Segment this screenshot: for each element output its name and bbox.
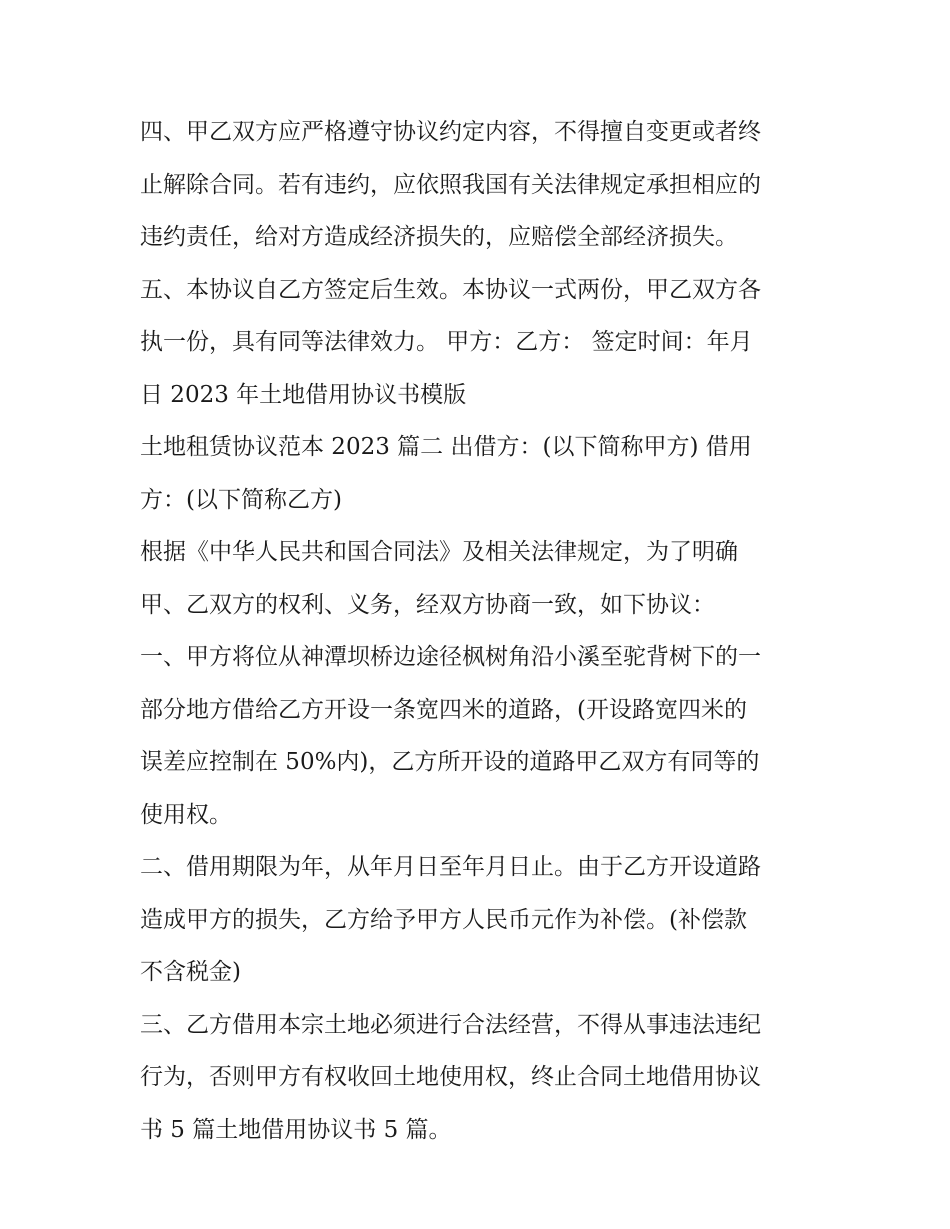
text-line: 行为，否则甲方有权收回土地使用权，终止合同土地借用协议 (140, 1064, 761, 1090)
text-line: 土地租赁协议范本 2023 篇二 出借方：(以下简称甲方) 借用 (140, 434, 752, 460)
text-line: 执一份，具有同等法律效力。 甲方：乙方： 签定时间：年月 (140, 329, 753, 355)
text-line: 二、借用期限为年，从年月日至年月日止。由于乙方开设道路 (140, 854, 761, 880)
document-page (140, 106, 820, 1156)
text-line: 甲、乙双方的权利、义务，经双方协商一致，如下协议： (140, 591, 715, 618)
text-line: 误差应控制在 50%内)，乙方所开设的道路甲乙双方有同等的 (140, 749, 760, 775)
text-line: 五、本协议自乙方签定后生效。本协议一式两份，甲乙双方各 (140, 276, 761, 303)
text-line: 止解除合同。若有违约，应依照我国有关法律规定承担相应的 (140, 171, 761, 198)
text-line: 三、乙方借用本宗土地必须进行合法经营，不得从事违法违纪 (140, 1011, 761, 1038)
text-line: 一、甲方将位从神潭坝桥边途径枫树角沿小溪至驼背树下的一 (140, 644, 761, 670)
text-line: 日 2023 年土地借用协议书模版 (140, 381, 467, 408)
text-line: 不含税金) (140, 959, 241, 985)
text-line: 使用权。 (140, 801, 232, 828)
text-line: 违约责任，给对方造成经济损失的，应赔偿全部经济损失。 (140, 224, 738, 250)
text-line: 方：(以下简称乙方) (140, 486, 342, 513)
text-line: 四、甲乙双方应严格遵守协议约定内容，不得擅自变更或者终 (140, 119, 761, 145)
text-line: 部分地方借给乙方开设一条宽四米的道路，(开设路宽四米的 (140, 696, 747, 723)
text-line: 造成甲方的损失，乙方给予甲方人民币元作为补偿。(补偿款 (140, 906, 747, 933)
text-line: 书 5 篇土地借用协议书 5 篇。 (140, 1116, 452, 1143)
text-line: 根据《中华人民共和国合同法》及相关法律规定，为了明确 (140, 539, 738, 565)
